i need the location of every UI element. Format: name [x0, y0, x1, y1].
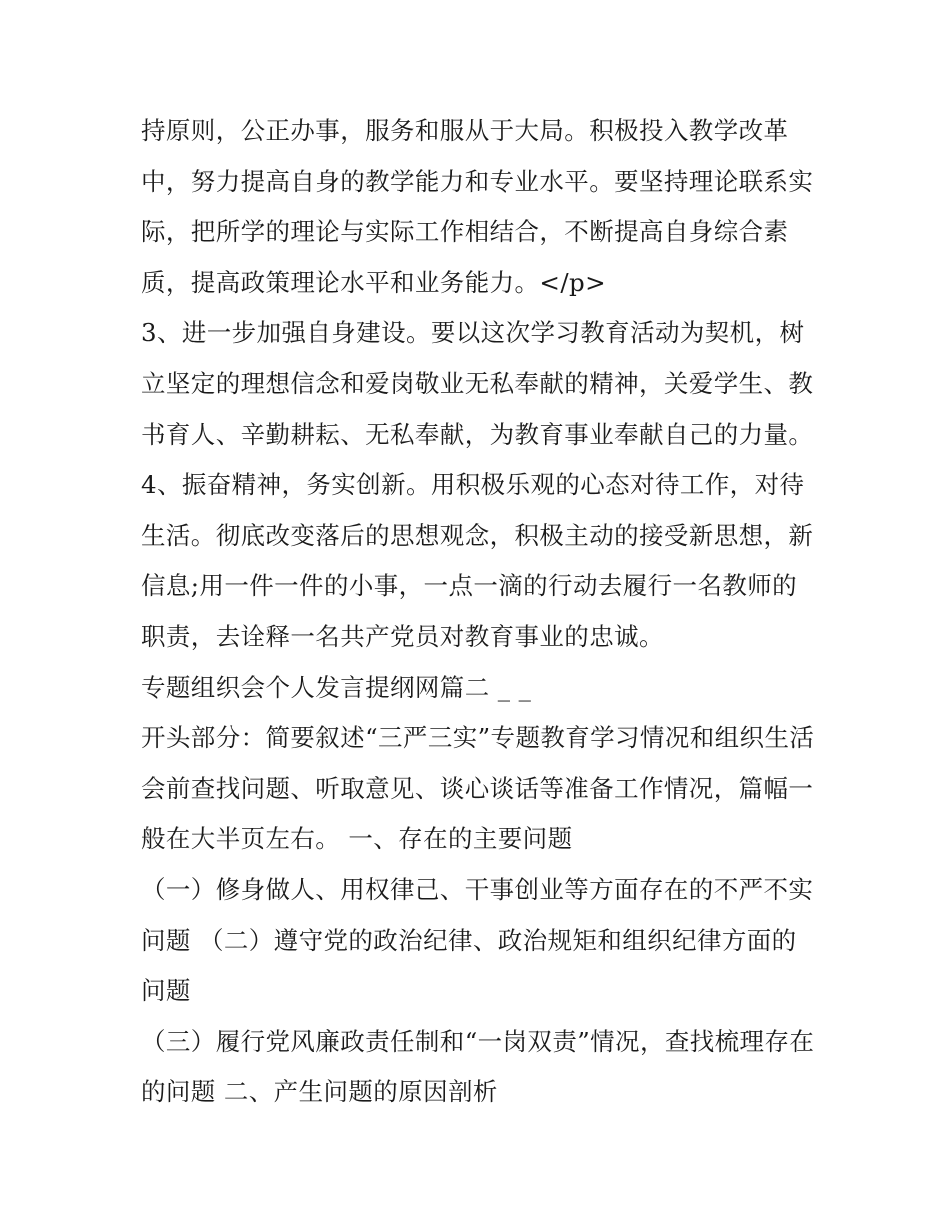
section-heading: 专题组织会个人发言提纲网篇二 _ _ — [141, 672, 532, 702]
text-line: 持原则，公正办事，服务和服从于大局。积极投入教学改革 — [141, 116, 789, 145]
text-line: 3、进一步加强自身建设。要以这次学习教育活动为契机，树 — [141, 318, 805, 348]
text-line: 会前查找问题、听取意见、谈心谈话等准备工作情况，篇幅一 — [141, 773, 814, 803]
text-line: 般在大半页左右。 一、存在的主要问题 — [141, 824, 573, 854]
text-line: 的问题 二、产生问题的原因剖析 — [141, 1077, 498, 1107]
text-line: 中，努力提高自身的教学能力和专业水平。要坚持理论联系实 — [141, 166, 814, 196]
text-line: 问题 （二）遵守党的政治纪律、政治规矩和组织纪律方面的 — [141, 925, 797, 955]
text-line: 生活。彻底改变落后的思想观念，积极主动的接受新思想，新 — [141, 520, 814, 550]
text-line: （三）履行党风廉政责任制和“一岗双责”情况，查找梳理存在 — [141, 1026, 815, 1056]
text-line: 信息;用一件一件的小事，一点一滴的行动去履行一名教师的 — [141, 571, 798, 601]
text-line: 问题 — [141, 976, 191, 1006]
text-line: 4、振奋精神，务实创新。用积极乐观的心态对待工作，对待 — [141, 470, 805, 500]
text-line: 书育人、辛勤耕耘、无私奉献，为教育事业奉献自己的力量。 — [141, 419, 814, 449]
text-line: 际，把所学的理论与实际工作相结合，不断提高自身综合素 — [141, 217, 789, 247]
text-line: 开头部分：简要叙述“三严三实”专题教育学习情况和组织生活 — [141, 723, 815, 753]
text-line: 质，提高政策理论水平和业务能力。</p> — [141, 267, 606, 297]
document-body — [141, 106, 821, 1118]
text-line: （一）修身做人、用权律己、干事创业等方面存在的不严不实 — [141, 874, 814, 904]
text-line: 职责，去诠释一名共产党员对教育事业的忠诚。 — [141, 621, 664, 651]
text-line: 立坚定的理想信念和爱岗敬业无私奉献的精神，关爱学生、教 — [141, 368, 814, 398]
